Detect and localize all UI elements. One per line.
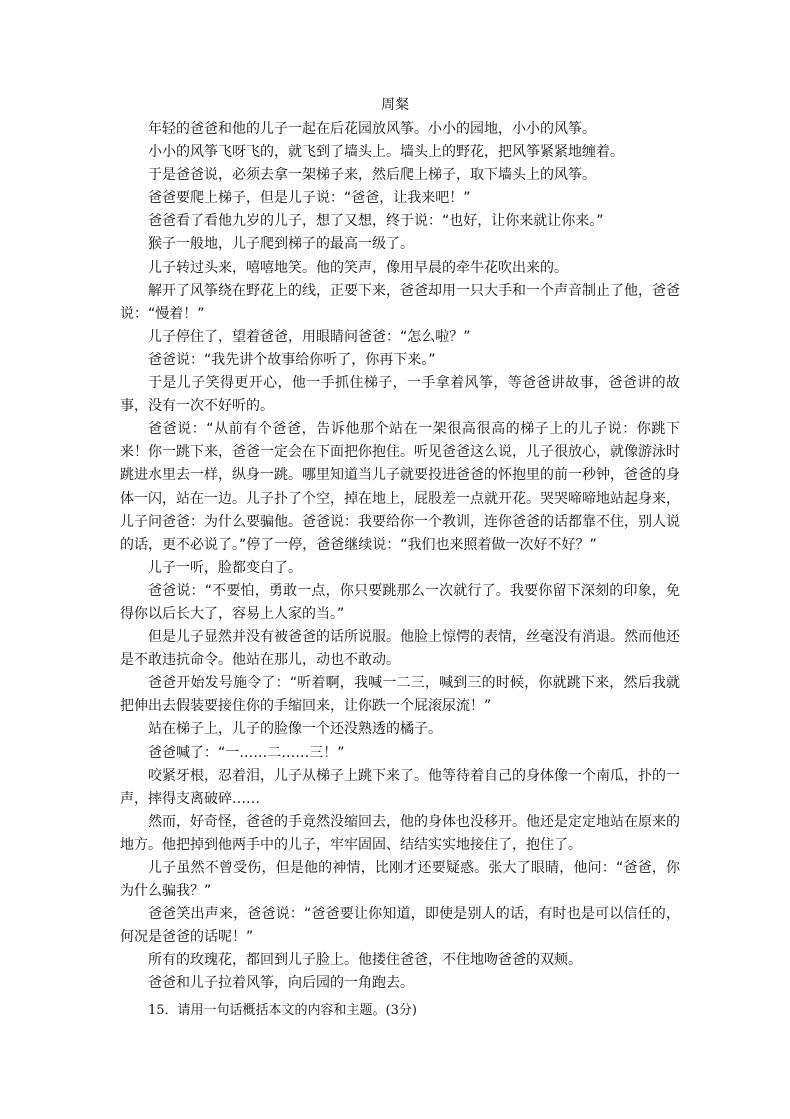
- paragraph: 儿子虽然不曾受伤，但是他的神情，比刚才还要疑惑。张大了眼睛，他问：“爸爸，你为什么骗我？”: [120, 860, 680, 900]
- paragraph: 所有的玫瑰花，都回到儿子脸上。他搂住爸爸，不住地吻爸爸的双颊。: [148, 952, 582, 969]
- paragraph: 儿子一听，脸都变白了。: [148, 559, 302, 576]
- author-title: 周粲: [381, 97, 409, 113]
- paragraph: 儿子转过头来，嘻嘻地笑。他的笑声，像用早晨的牵牛花吹出来的。: [148, 259, 568, 276]
- paragraph: 于是儿子笑得更开心，他一手抓住梯子，一手拿着风筝，等爸爸讲故事，爸爸讲的故事，没有一次不好听的。: [120, 375, 680, 415]
- paragraph: 爸爸说：“我先讲个故事给你听了，你再下来。”: [148, 351, 436, 368]
- paragraph: 爸爸看了看他九岁的儿子，想了又想，终于说：“也好，让你来就让你来。”: [148, 213, 604, 230]
- article-body: [120, 118, 680, 996]
- paragraph: 站在梯子上，儿子的脸像一个还没熟透的橘子。: [148, 721, 442, 738]
- question-15: 15．请用一句话概括本文的内容和主题。(3分): [148, 1003, 417, 1018]
- paragraph: 小小的风筝飞呀飞的，就飞到了墙头上。墙头上的野花，把风筝紧紧地缠着。: [148, 144, 624, 161]
- paragraph: 猴子一般地，儿子爬到梯子的最高一级了。: [148, 236, 414, 253]
- paragraph: 爸爸喊了：“一……二……三！”: [148, 744, 345, 761]
- paragraph: 爸爸笑出声来，爸爸说：“爸爸要让你知道，即使是别人的话，有时也是可以信任的，何况是爸爸的话呢！”: [120, 906, 680, 946]
- paragraph: 爸爸要爬上梯子，但是儿子说：“爸爸，让我来吧！”: [148, 190, 471, 207]
- paragraph: 儿子停住了，望着爸爸，用眼睛问爸爸：“怎么啦？”: [148, 328, 471, 345]
- paragraph: 于是爸爸说，必须去拿一架梯子来，然后爬上梯子，取下墙头上的风筝。: [148, 167, 596, 184]
- paragraph: 年轻的爸爸和他的儿子一起在后花园放风筝。小小的园地，小小的风筝。: [148, 121, 596, 137]
- paragraph: 爸爸说：“从前有个爸爸，告诉他那个站在一架很高很高的梯子上的儿子说：你跳下来！你一跳下来，爸爸一定会在下面把你抱住。听见爸爸这么说，儿子很放心，就像游泳时跳进水里去一样，纵身一跳。哪里知道当儿子就要投进爸爸的怀抱里的前一秒钟，爸爸的身体一闪，站在一边。儿子扑了个空，掉在地上，屁股差一点就开花。哭哭啼啼地站起身来，儿子问爸爸：为什么要骗他。爸爸说：我要给你一个教训，连你爸爸的话都靠不住，别人说的话，更不必说了。”停了一停，爸爸继续说：“我们也来照着做一次好不好？”: [120, 421, 680, 553]
- paragraph: 咬紧牙根，忍着泪，儿子从梯子上跳下来了。他等待着自己的身体像一个南瓜，扑的一声，摔得支离破碎……: [120, 767, 680, 807]
- paragraph: 爸爸说：“不要怕，勇敢一点，你只要跳那么一次就行了。我要你留下深刻的印象，免得你以后长大了，容易上人家的当。”: [120, 582, 680, 622]
- paragraph: 解开了风筝绕在野花上的线，正要下来，爸爸却用一只大手和一个声音制止了他，爸爸说：“慢着！”: [120, 282, 680, 322]
- paragraph: 爸爸和儿子拉着风筝，向后园的一角跑去。: [148, 975, 414, 992]
- paragraph: 然而，好奇怪，爸爸的手竟然没缩回去，他的身体也没移开。他还是定定地站在原来的地方。他把掉到他两手中的儿子，牢牢固固、结结实实地接住了，抱住了。: [120, 813, 680, 853]
- paragraph: 爸爸开始发号施令了：“听着啊，我喊一二三，喊到三的时候，你就跳下来，然后我就把伸出去假装要接住你的手缩回来，让你跌一个屁滚尿流！”: [120, 675, 680, 715]
- paragraph: 但是儿子显然并没有被爸爸的话所说服。他脸上惊愕的表情，丝毫没有消退。然而他还是不敢违抗命令。他站在那儿，动也不敢动。: [120, 629, 680, 669]
